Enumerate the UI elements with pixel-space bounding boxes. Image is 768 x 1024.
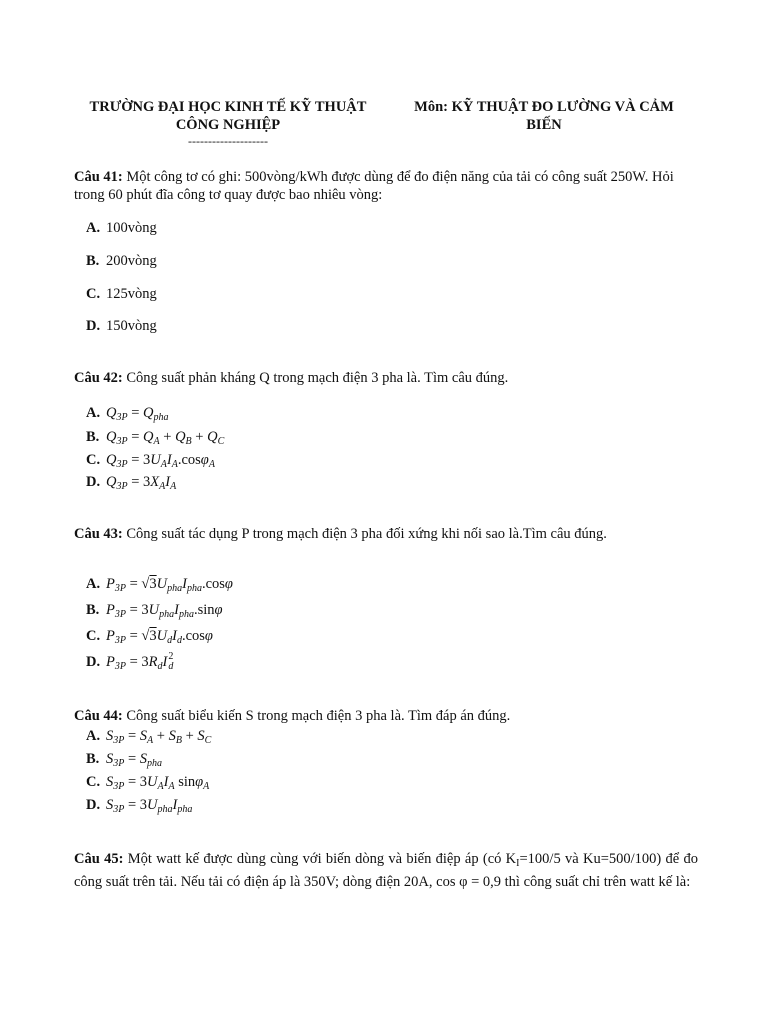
subject-header: [396, 98, 692, 134]
option-text: 100vòng: [106, 220, 157, 236]
q42-option-d[interactable]: [86, 473, 176, 496]
subject-line2: BIẾN: [526, 117, 562, 133]
option-formula: $P_{3P} = √3U_dI_d.\cos\varphi$: [106, 628, 213, 646]
q42-option-c[interactable]: [86, 451, 215, 474]
question-text: Công suất phản kháng Q trong mạch điện 3 pha là. Tìm câu đúng.: [126, 370, 509, 386]
q41-option-d[interactable]: [86, 317, 157, 335]
question-number: Câu 43:: [74, 526, 123, 542]
q43-option-b[interactable]: [86, 601, 223, 624]
option-label: A.: [86, 728, 101, 744]
school-name-line2: CÔNG NGHIỆP: [175, 117, 281, 133]
option-text: 150vòng: [106, 318, 157, 334]
q41-option-a[interactable]: [86, 219, 157, 237]
q44-option-d[interactable]: [86, 796, 192, 819]
question-number: Câu 42:: [74, 370, 123, 386]
option-label: C.: [86, 774, 101, 790]
option-label: D.: [86, 318, 101, 334]
question-45: [74, 850, 698, 891]
option-label: B.: [86, 602, 100, 618]
option-label: D.: [86, 797, 101, 813]
option-formula: $P_{3P} = 3R_dI$ 2 d: [106, 651, 174, 672]
q41-option-b[interactable]: [86, 252, 157, 270]
q44-option-b[interactable]: [86, 750, 162, 773]
q42-option-a[interactable]: [86, 404, 169, 427]
q43-option-c[interactable]: [86, 627, 213, 650]
question-42: [74, 369, 698, 387]
question-text: Một công tơ có ghi: 500vòng/kWh được dùng để đo điện năng của tải có công suất 250W. Hỏi trong 60 phút đĩa công tơ quay được bao nhiêu vòng:: [74, 169, 674, 203]
q41-option-c[interactable]: [86, 285, 157, 303]
question-43: [74, 525, 698, 543]
question-text: Một watt kế được dùng cùng với biến dòng và biến điệp áp (có K: [127, 851, 517, 867]
subject-line1: Môn: KỸ THUẬT ĐO LƯỜNG VÀ CẢM: [414, 99, 674, 115]
option-formula: $Q_{3P} = Q_A + Q_B + Q_C$: [106, 429, 225, 447]
q42-option-b[interactable]: [86, 428, 224, 451]
header-divider: --------------------: [188, 134, 268, 148]
question-text-subscript: I: [516, 858, 520, 869]
question-text: Công suất biểu kiến S trong mạch điện 3 pha là. Tìm đáp án đúng.: [126, 708, 511, 724]
question-number: Câu 41:: [74, 169, 123, 185]
option-text: 200vòng: [106, 253, 157, 269]
option-text: 125vòng: [106, 286, 157, 302]
option-formula: $Q_{3P} = 3X_AI_A$: [106, 474, 177, 492]
option-label: B.: [86, 253, 100, 269]
option-formula: $S_{3P} = S_A + S_B + S_C$: [106, 728, 212, 746]
option-label: C.: [86, 452, 101, 468]
option-formula: $P_{3P} = √3U_{pha}I_{pha}.\cos\varphi$: [106, 576, 233, 594]
option-formula: $P_{3P} = 3U_{pha}I_{pha}.\sin\varphi$: [106, 602, 223, 620]
school-name-line1: TRƯỜNG ĐẠI HỌC KINH TẾ KỸ THUẬT: [89, 99, 367, 115]
option-label: D.: [86, 654, 101, 670]
question-text: Công suất tác dụng P trong mạch điện 3 pha đối xứng khi nối sao là.Tìm câu đúng.: [126, 526, 607, 542]
question-44: [74, 707, 698, 725]
question-number: Câu 45:: [74, 851, 124, 867]
option-label: B.: [86, 429, 100, 445]
option-label: A.: [86, 576, 101, 592]
option-formula: $S_{3P} = 3U_AI_A$ sinφ$_A$: [106, 774, 210, 792]
option-label: A.: [86, 220, 101, 236]
option-formula: $S_{3P} = S_{pha}$: [106, 751, 163, 769]
option-formula: $S_{3P} = 3U_{pha}I_{pha}$: [106, 797, 193, 815]
q44-option-a[interactable]: [86, 727, 211, 750]
q43-option-d[interactable]: [86, 653, 175, 676]
q44-option-c[interactable]: [86, 773, 209, 796]
option-label: D.: [86, 474, 101, 490]
question-text-continued: =100/5 và Ku=500/100) để đo công suất trên tải. Nếu tải có điện áp là 350V; dòng điện 20A, cos φ = 0,9 thì công suất chỉ trên watt kế là:: [74, 851, 698, 890]
option-label: C.: [86, 628, 101, 644]
question-number: Câu 44:: [74, 708, 123, 724]
option-label: B.: [86, 751, 100, 767]
q43-option-a[interactable]: [86, 575, 233, 598]
option-formula: $Q_{3P} = Q_{pha}$: [106, 405, 169, 423]
option-formula: $Q_{3P} = 3U_AI_A.\cos\varphi_A$: [106, 452, 215, 470]
school-header: [70, 98, 386, 148]
option-label: A.: [86, 405, 101, 421]
question-41: [74, 168, 698, 204]
option-label: C.: [86, 286, 101, 302]
